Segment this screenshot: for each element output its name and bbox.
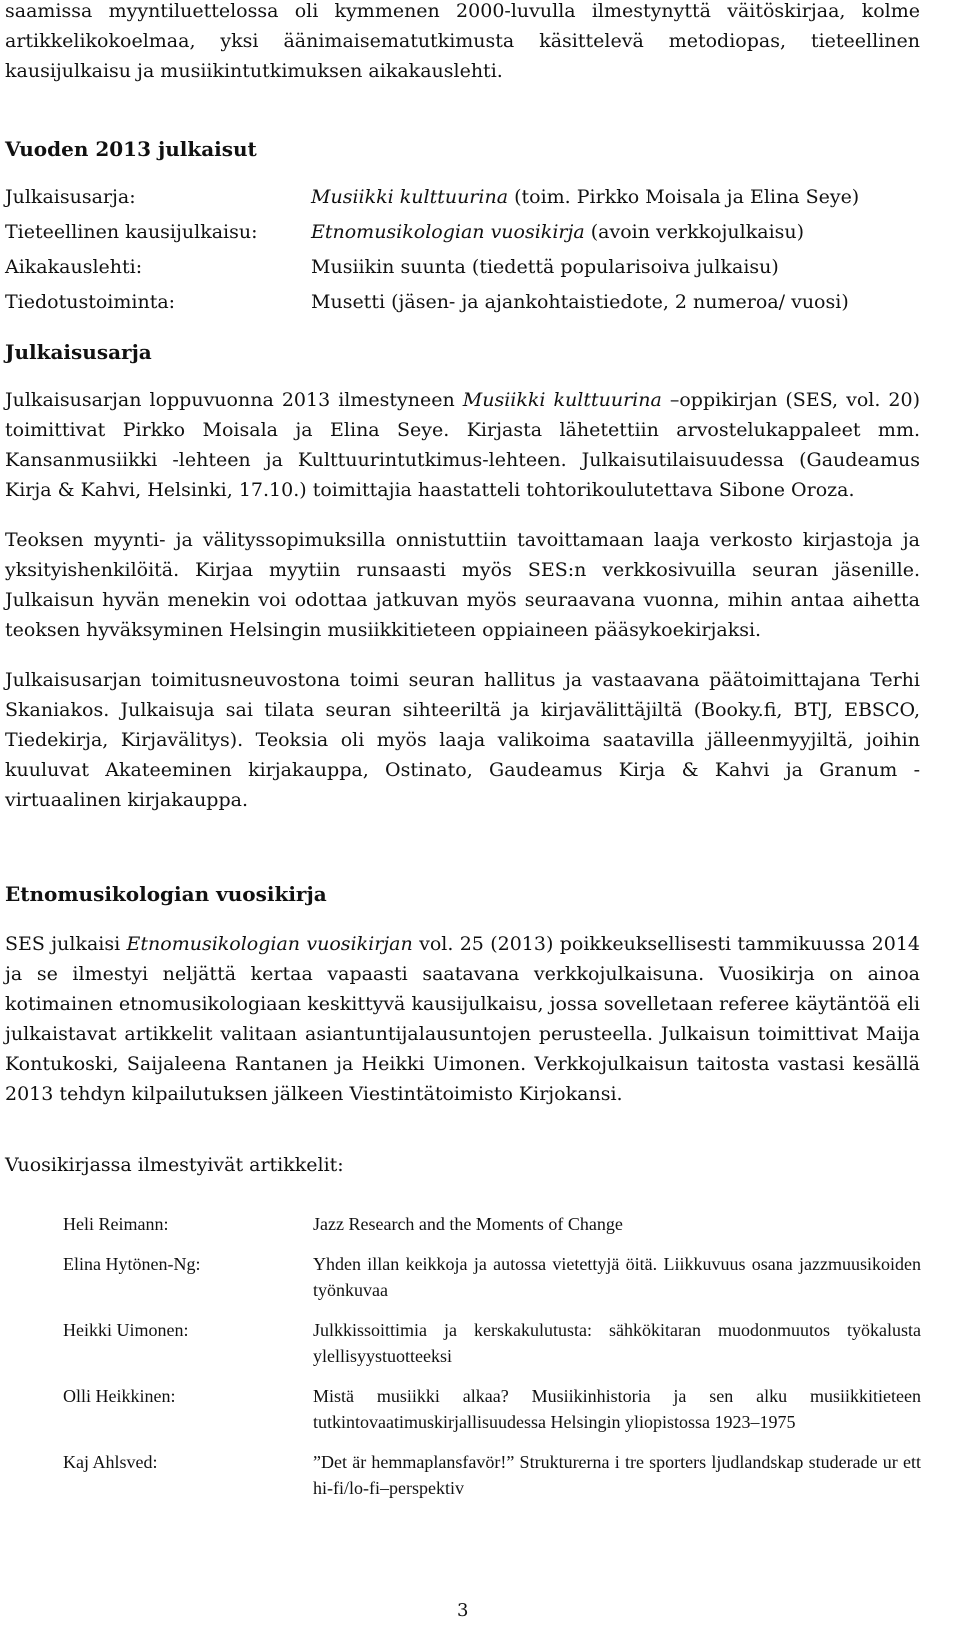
publications-2013-list <box>5 180 920 320</box>
yearbook-paragraph: SES julkaisi Etnomusikologian vuosikirjan vol. 25 (2013) poikkeuksellisesti tammikuussa 2014 ja se ilmestyi neljättä kertaa vapaasti saatavana verkkojulkaisuna. Vuosikirja on ainoa kotimainen etnomusikologiaan keskittyvä kausijulkaisu, jossa sovelletaan referee käytäntöä eli julkaistavat artikkelit valitaan asiantuntijalausuntojen perusteella. Julkaisun toimittivat Maija Kontukoski, Saijaleena Rantanen ja Heikki Uimonen. Verkkojulkaisun taitosta vastasi kesällä 2013 tehdyn kilpailutuksen jälkeen Viestintätoimisto Kirjokansi. <box>5 933 920 1105</box>
publication-row <box>5 250 920 285</box>
publication-value: Musiikin suunta (tiedettä popularisoiva julkaisu) <box>311 256 779 278</box>
article-title: Mistä musiikki alkaa? Musiikinhistoria ja sen alku musiikkitieteen tutkintovaatimuskirjallisuudessa Helsingin yliopistossa 1923–1975 <box>313 1386 921 1432</box>
yearbook-section <box>5 929 920 1109</box>
publication-row <box>5 180 920 215</box>
article-title: Julkkissoittimia ja kerskakulutusta: sähkökitaran muodonmuutos työkalusta ylellisyystuotteeksi <box>313 1320 921 1366</box>
article-author: Heikki Uimonen: <box>63 1320 189 1340</box>
article-row <box>63 1251 921 1303</box>
heading-publication-series: Julkaisusarja <box>5 340 152 364</box>
publication-value: Etnomusikologian vuosikirja (avoin verkkojulkaisu) <box>311 221 805 243</box>
publication-row <box>5 215 920 250</box>
article-row <box>63 1383 921 1435</box>
publication-row <box>5 285 920 320</box>
article-author: Olli Heikkinen: <box>63 1386 176 1406</box>
publication-value: Musetti (jäsen- ja ajankohtaistiedote, 2 numeroa/ vuosi) <box>311 291 849 313</box>
publication-type: Tiedotustoiminta: <box>5 291 176 313</box>
article-row <box>63 1449 921 1501</box>
article-row <box>63 1317 921 1369</box>
article-author: Kaj Ahlsved: <box>63 1452 158 1472</box>
articles-intro: Vuosikirjassa ilmestyivät artikkelit: <box>5 1154 344 1176</box>
publication-value: Musiikki kulttuurina (toim. Pirkko Moisala ja Elina Seye) <box>311 186 860 208</box>
series-paragraph-3: Julkaisusarjan toimitusneuvostona toimi seuran hallitus ja vastaavana päätoimittajana Terhi Skaniakos. Julkaisuja sai tilata seuran sihteeriltä ja kirjavälittäjiltä (Booky.fi, BTJ, EBSCO, Tiedekirja, Kirjavälitys). Teoksia oli myös laaja valikoima saatavilla jälleenmyyjiltä, joihin kuuluvat Akateeminen kirjakauppa, Ostinato, Gaudeamus Kirja & Kahvi ja Granum -virtuaalinen kirjakauppa. <box>5 669 920 811</box>
articles-list <box>63 1211 921 1515</box>
article-author: Elina Hytönen-Ng: <box>63 1254 201 1274</box>
publication-type: Aikakauslehti: <box>5 256 143 278</box>
heading-2013-publications: Vuoden 2013 julkaisut <box>5 137 257 161</box>
series-paragraph-2: Teoksen myynti- ja välityssopimuksilla onnistuttiin tavoittamaan laaja verkosto kirjastoja ja yksityishenkilöitä. Kirjaa myytiin runsaasti myös SES:n verkkosivuilla seuran jäsenille. Julkaisun hyvän menekin voi odottaa jatkuvan myös seuraavana vuonna, mihin antaa aihetta teoksen hyväksyminen Helsingin musiikkitieteen oppiaineen pääsykoekirjaksi. <box>5 529 920 641</box>
article-author: Heli Reimann: <box>63 1214 169 1234</box>
article-row <box>63 1211 921 1237</box>
publication-series-section <box>5 385 920 815</box>
heading-yearbook: Etnomusikologian vuosikirja <box>5 882 327 906</box>
publication-type: Julkaisusarja: <box>5 186 136 208</box>
article-title: Jazz Research and the Moments of Change <box>313 1214 623 1234</box>
page-number: 3 <box>457 1600 469 1621</box>
series-paragraph-1: Julkaisusarjan loppuvuonna 2013 ilmestyneen Musiikki kulttuurina –oppikirjan (SES, vol. 20) toimittivat Pirkko Moisala ja Elina Seye. Kirjasta lähetettiin arvostelukappaleet mm. Kansanmusiikki -lehteen ja Kulttuurintutkimus-lehteen. Julkaisutilaisuudessa (Gaudeamus Kirja & Kahvi, Helsinki, 17.10.) toimittajia haastatteli tohtorikoulutettava Sibone Oroza. <box>5 389 921 501</box>
article-title: ”Det är hemmaplansfavör!” Strukturerna i tre sporters ljudlandskap studerade ur ett hi-fi/lo-fi–perspektiv <box>313 1452 921 1498</box>
publication-type: Tieteellinen kausijulkaisu: <box>5 221 258 243</box>
article-title: Yhden illan keikkoja ja autossa vietettyjä öitä. Liikkuvuus osana jazzmuusikoiden työnkuvaa <box>313 1254 921 1300</box>
intro-paragraph: saamissa myyntiluettelossa oli kymmenen 2000-luvulla ilmestynyttä väitöskirjaa, kolme artikkelikokoelmaa, yksi äänimaisematutkimusta käsittelevä metodiopas, tieteellinen kausijulkaisu ja musiikintutkimuksen aikakauslehti. <box>5 0 920 82</box>
